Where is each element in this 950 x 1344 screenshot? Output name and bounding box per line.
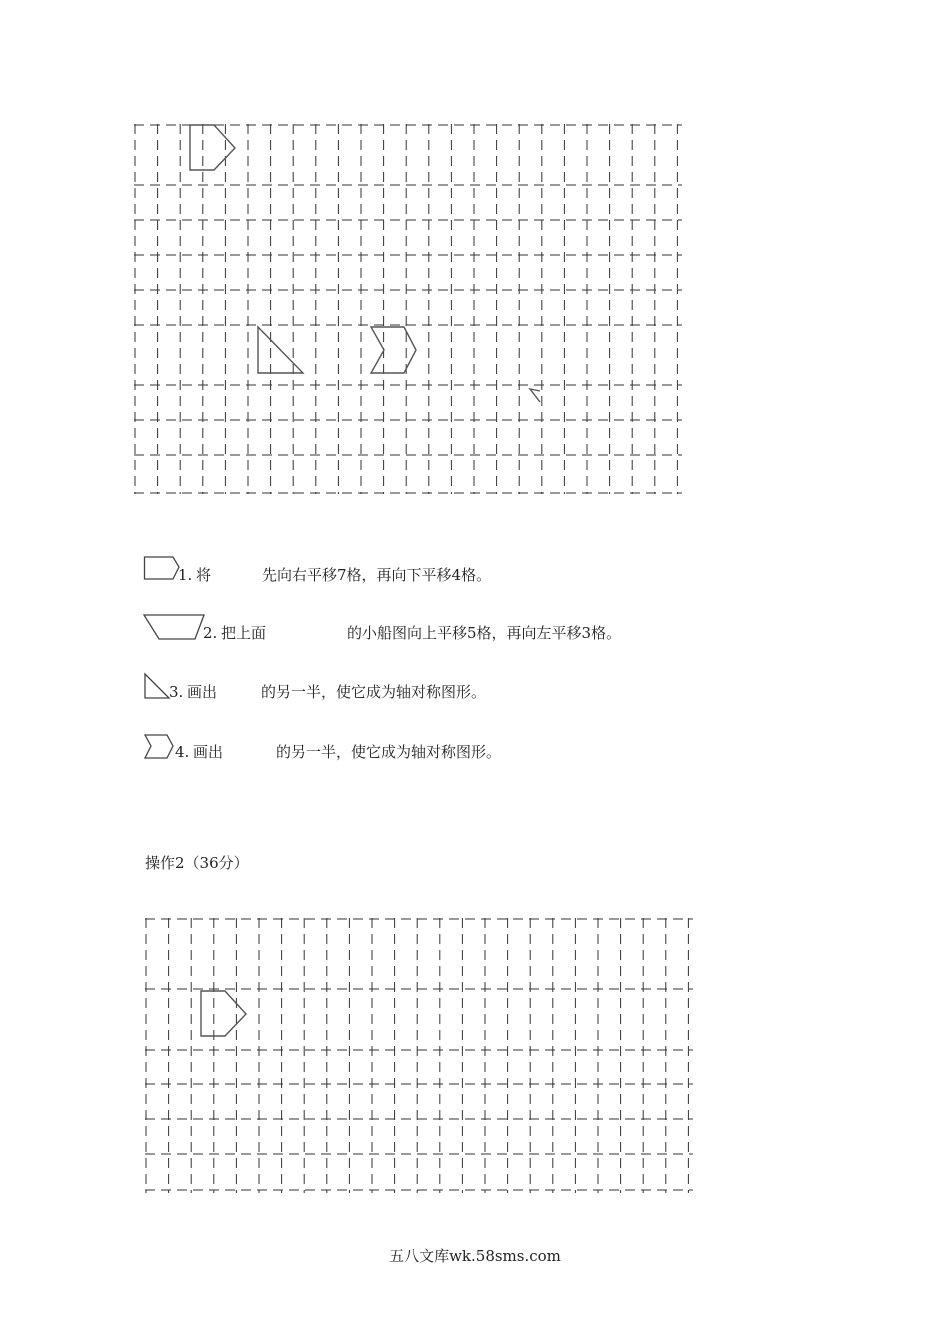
pentagon-house-icon [143, 555, 183, 583]
section-2-title: 操作2（36分） [145, 854, 249, 872]
instruction-2-text: 的小船图向上平移5格，再向左平移3格。 [347, 624, 622, 642]
instruction-1-number: 1. [178, 566, 193, 584]
instruction-4-number: 4. [175, 743, 190, 761]
house-pentagon-shape-2 [201, 991, 246, 1036]
partial-shape-segment [530, 389, 540, 402]
instruction-3-verb: 画出 [187, 683, 218, 701]
instruction-4-text: 的另一半，使它成为轴对称图形。 [276, 743, 502, 761]
instruction-2-verb: 把上面 [221, 624, 267, 642]
right-triangle-shape [258, 327, 303, 373]
instruction-3-number: 3. [169, 683, 184, 701]
instruction-1-verb: 将 [196, 566, 212, 584]
grid-1 [134, 124, 682, 494]
chevron-shape [371, 327, 416, 373]
grid-2 [145, 918, 693, 1193]
instruction-2 [143, 613, 663, 645]
footer-watermark: 五八文库wk.58sms.com [389, 1247, 561, 1265]
instruction-3-text: 的另一半，使它成为轴对称图形。 [261, 683, 487, 701]
instruction-4-verb: 画出 [193, 743, 224, 761]
house-pentagon-shape [190, 125, 235, 170]
instruction-3 [143, 672, 543, 704]
chevron-arrow-icon [143, 732, 179, 762]
instruction-2-number: 2. [203, 624, 218, 642]
instruction-4 [143, 732, 563, 764]
instruction-1 [143, 555, 643, 587]
instruction-1-text: 先向右平移7格，再向下平移4格。 [262, 566, 492, 584]
boat-trapezoid-icon [143, 613, 207, 643]
